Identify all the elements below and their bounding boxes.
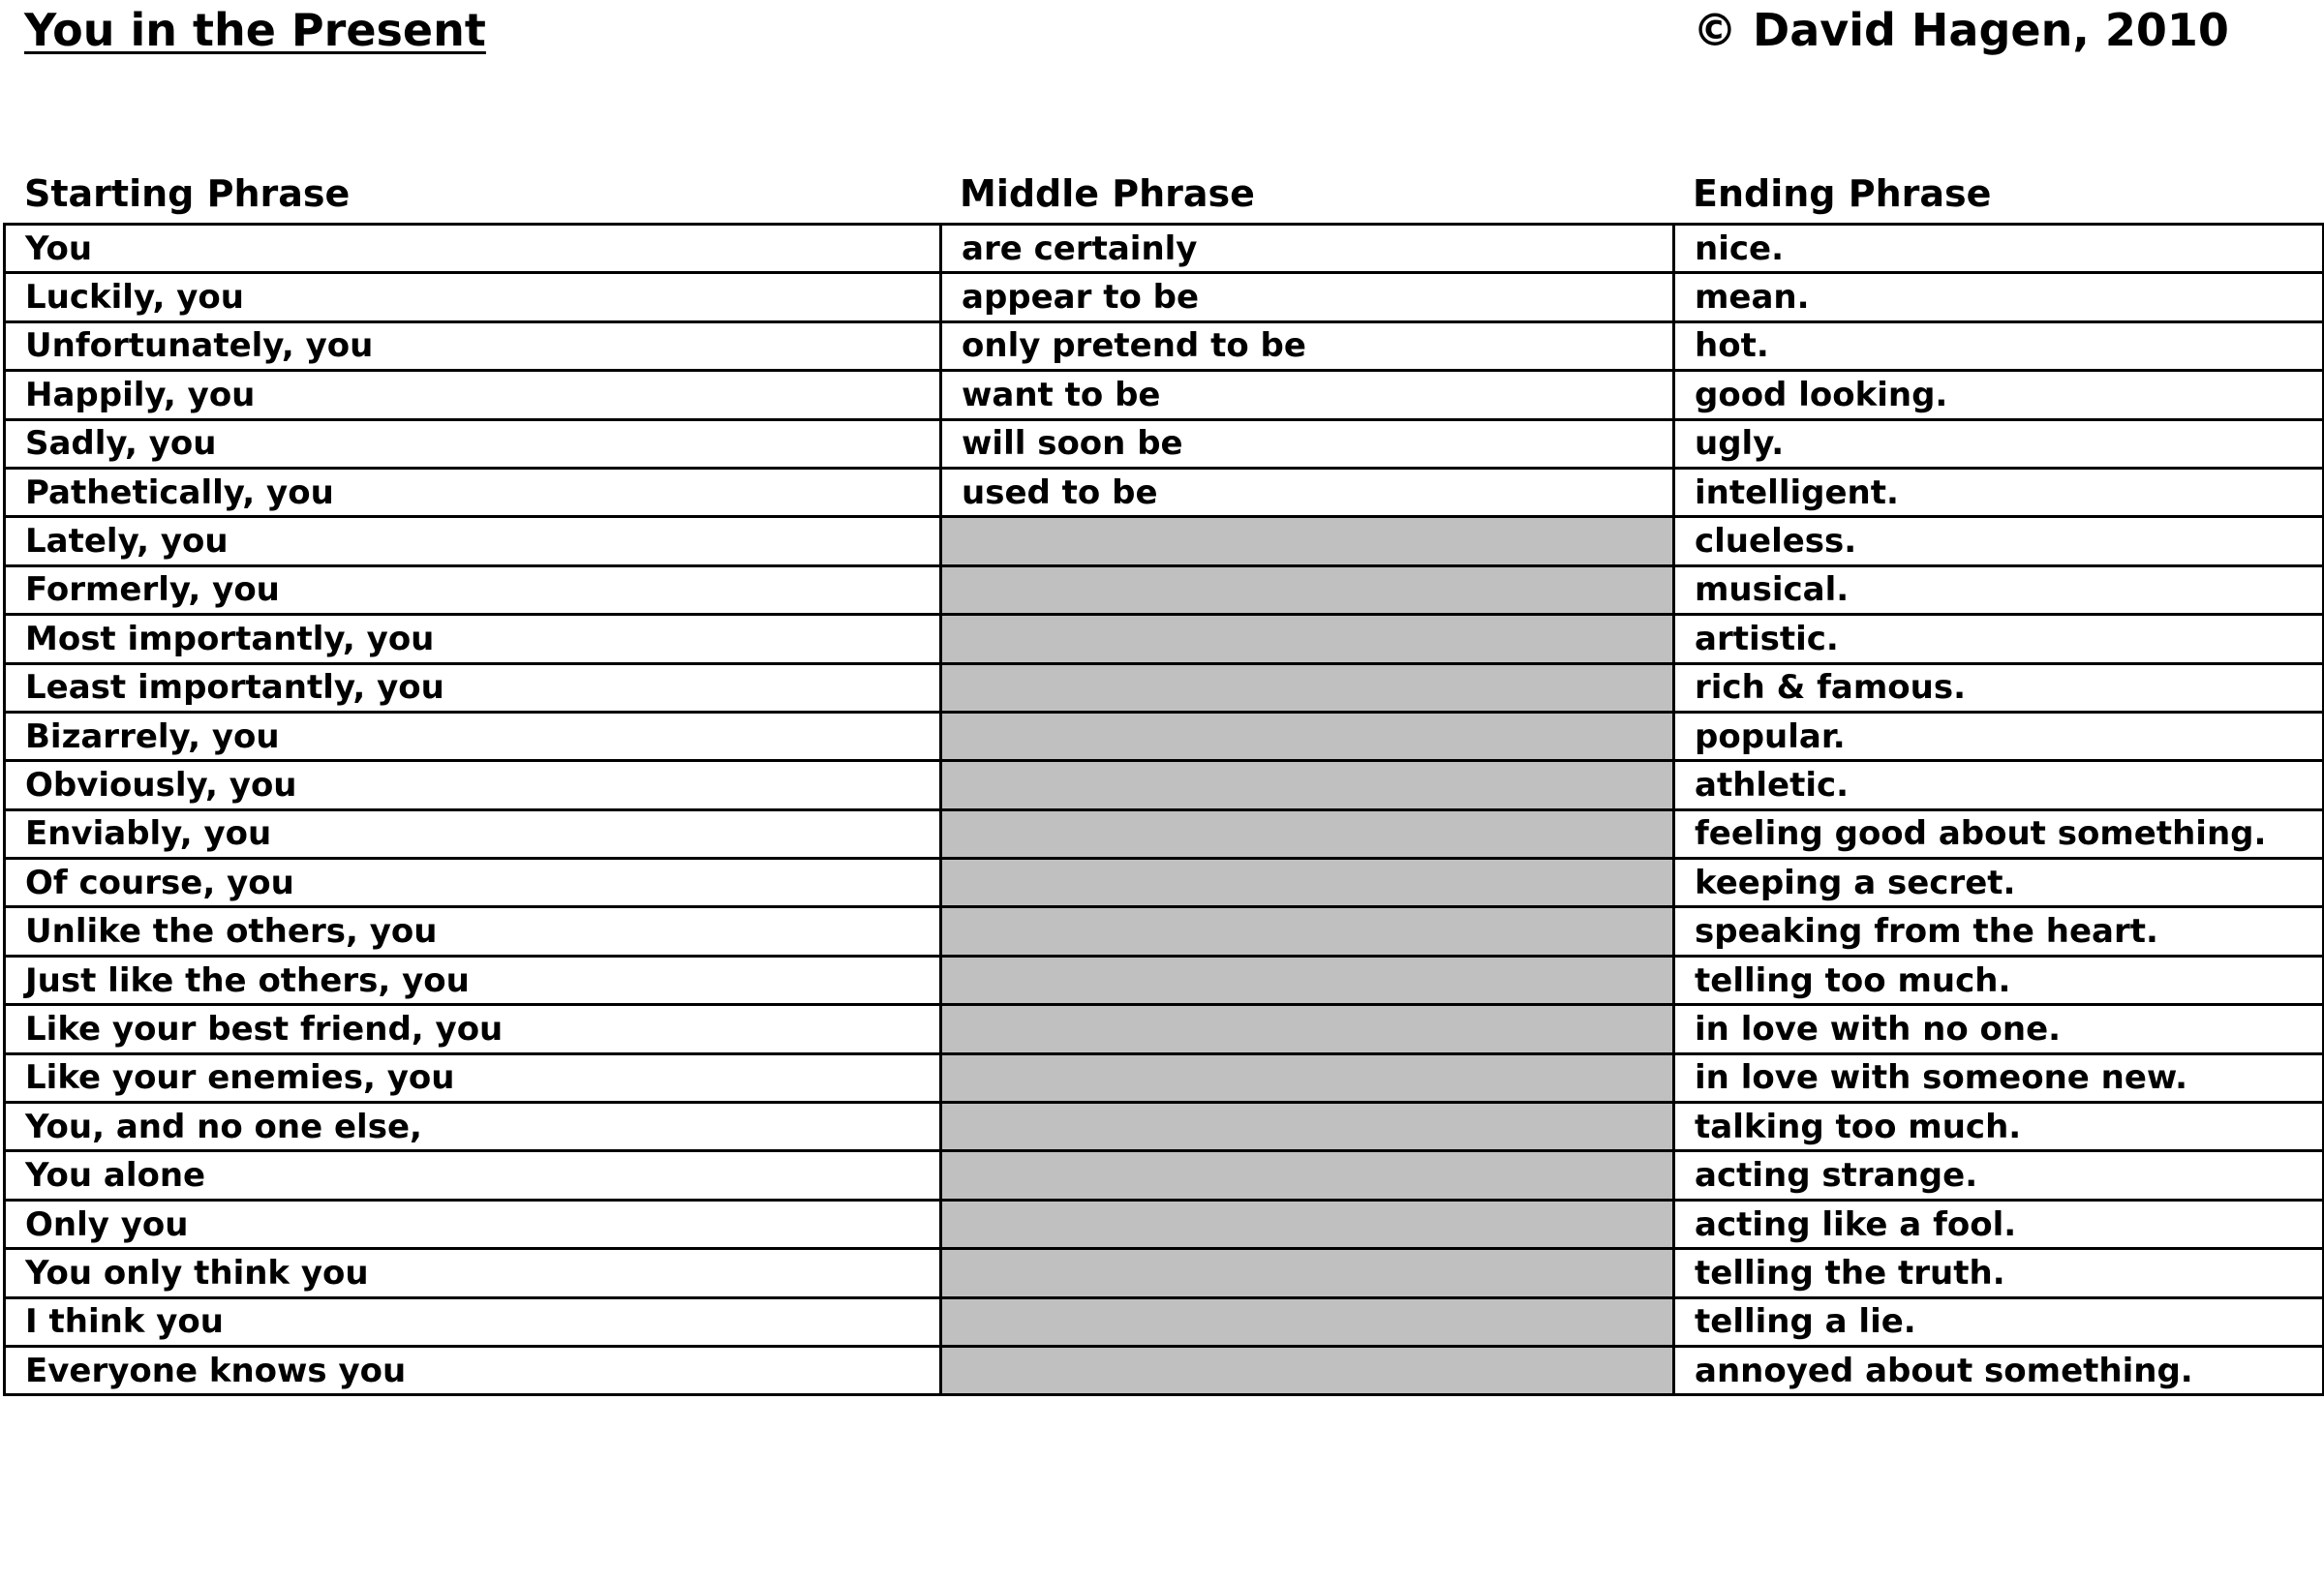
ending-phrase-cell: mean.	[1674, 273, 2324, 321]
phrase-table	[3, 223, 2324, 1396]
middle-phrase-cell: only pretend to be	[941, 321, 1674, 370]
table-row	[5, 225, 2324, 273]
ending-phrase-cell: good looking.	[1674, 371, 2324, 419]
table-row	[5, 1297, 2324, 1346]
table-row	[5, 517, 2324, 565]
middle-phrase-cell-empty	[941, 907, 1674, 956]
page-title: You in the Present	[24, 4, 486, 56]
table-row	[5, 761, 2324, 809]
ending-phrase-cell: in love with no one.	[1674, 1005, 2324, 1053]
ending-phrase-cell: popular.	[1674, 712, 2324, 760]
ending-phrase-cell: rich & famous.	[1674, 663, 2324, 712]
table-row	[5, 1151, 2324, 1200]
starting-phrase-cell: Least importantly, you	[5, 663, 941, 712]
middle-phrase-cell-empty	[941, 565, 1674, 614]
starting-phrase-cell: You only think you	[5, 1249, 941, 1297]
ending-phrase-cell: nice.	[1674, 225, 2324, 273]
starting-phrase-cell: You alone	[5, 1151, 941, 1200]
starting-phrase-cell: Only you	[5, 1200, 941, 1248]
table-row	[5, 1103, 2324, 1151]
starting-phrase-cell: Lately, you	[5, 517, 941, 565]
ending-phrase-cell: clueless.	[1674, 517, 2324, 565]
ending-phrase-cell: talking too much.	[1674, 1103, 2324, 1151]
ending-phrase-cell: telling too much.	[1674, 956, 2324, 1004]
ending-phrase-cell: musical.	[1674, 565, 2324, 614]
middle-phrase-cell-empty	[941, 1053, 1674, 1102]
table-row	[5, 321, 2324, 370]
starting-phrase-cell: I think you	[5, 1297, 941, 1346]
starting-phrase-cell: Unlike the others, you	[5, 907, 941, 956]
ending-phrase-cell: annoyed about something.	[1674, 1346, 2324, 1394]
middle-phrase-cell-empty	[941, 615, 1674, 663]
table-row	[5, 859, 2324, 907]
ending-phrase-cell: speaking from the heart.	[1674, 907, 2324, 956]
ending-phrase-cell: acting like a fool.	[1674, 1200, 2324, 1248]
middle-phrase-cell-empty	[941, 663, 1674, 712]
middle-phrase-cell-empty	[941, 1200, 1674, 1248]
middle-phrase-cell: appear to be	[941, 273, 1674, 321]
table-row	[5, 1200, 2324, 1248]
table-row	[5, 907, 2324, 956]
starting-phrase-cell: Like your enemies, you	[5, 1053, 941, 1102]
starting-phrase-cell: You, and no one else,	[5, 1103, 941, 1151]
starting-phrase-cell: Pathetically, you	[5, 468, 941, 516]
starting-phrase-cell: Obviously, you	[5, 761, 941, 809]
ending-phrase-cell: athletic.	[1674, 761, 2324, 809]
middle-phrase-cell-empty	[941, 1151, 1674, 1200]
table-row	[5, 371, 2324, 419]
table-row	[5, 1346, 2324, 1394]
column-header-middle-phrase: Middle Phrase	[960, 172, 1255, 215]
middle-phrase-cell-empty	[941, 761, 1674, 809]
starting-phrase-cell: Just like the others, you	[5, 956, 941, 1004]
ending-phrase-cell: intelligent.	[1674, 468, 2324, 516]
starting-phrase-cell: Bizarrely, you	[5, 712, 941, 760]
starting-phrase-cell: Unfortunately, you	[5, 321, 941, 370]
table-row	[5, 809, 2324, 858]
table-row	[5, 1249, 2324, 1297]
middle-phrase-cell: are certainly	[941, 225, 1674, 273]
middle-phrase-cell-empty	[941, 956, 1674, 1004]
starting-phrase-cell: Everyone knows you	[5, 1346, 941, 1394]
starting-phrase-cell: You	[5, 225, 941, 273]
starting-phrase-cell: Like your best friend, you	[5, 1005, 941, 1053]
ending-phrase-cell: in love with someone new.	[1674, 1053, 2324, 1102]
middle-phrase-cell-empty	[941, 712, 1674, 760]
middle-phrase-cell-empty	[941, 1297, 1674, 1346]
starting-phrase-cell: Of course, you	[5, 859, 941, 907]
table-row	[5, 565, 2324, 614]
table-row	[5, 419, 2324, 468]
middle-phrase-cell-empty	[941, 1249, 1674, 1297]
copyright-notice: © David Hagen, 2010	[1693, 4, 2229, 56]
ending-phrase-cell: keeping a secret.	[1674, 859, 2324, 907]
table-row	[5, 956, 2324, 1004]
middle-phrase-cell: will soon be	[941, 419, 1674, 468]
middle-phrase-cell-empty	[941, 859, 1674, 907]
ending-phrase-cell: hot.	[1674, 321, 2324, 370]
table-row	[5, 468, 2324, 516]
starting-phrase-cell: Luckily, you	[5, 273, 941, 321]
ending-phrase-cell: artistic.	[1674, 615, 2324, 663]
middle-phrase-cell: want to be	[941, 371, 1674, 419]
middle-phrase-cell: used to be	[941, 468, 1674, 516]
ending-phrase-cell: ugly.	[1674, 419, 2324, 468]
starting-phrase-cell: Most importantly, you	[5, 615, 941, 663]
table-row	[5, 615, 2324, 663]
table-row	[5, 1053, 2324, 1102]
column-header-ending-phrase: Ending Phrase	[1693, 172, 1992, 215]
middle-phrase-cell-empty	[941, 809, 1674, 858]
ending-phrase-cell: telling the truth.	[1674, 1249, 2324, 1297]
ending-phrase-cell: feeling good about something.	[1674, 809, 2324, 858]
table-row	[5, 663, 2324, 712]
starting-phrase-cell: Sadly, you	[5, 419, 941, 468]
starting-phrase-cell: Enviably, you	[5, 809, 941, 858]
middle-phrase-cell-empty	[941, 1005, 1674, 1053]
table-row	[5, 712, 2324, 760]
table-row	[5, 1005, 2324, 1053]
middle-phrase-cell-empty	[941, 517, 1674, 565]
middle-phrase-cell-empty	[941, 1103, 1674, 1151]
column-header-starting-phrase: Starting Phrase	[24, 172, 351, 215]
ending-phrase-cell: acting strange.	[1674, 1151, 2324, 1200]
table-row	[5, 273, 2324, 321]
starting-phrase-cell: Formerly, you	[5, 565, 941, 614]
middle-phrase-cell-empty	[941, 1346, 1674, 1394]
starting-phrase-cell: Happily, you	[5, 371, 941, 419]
ending-phrase-cell: telling a lie.	[1674, 1297, 2324, 1346]
